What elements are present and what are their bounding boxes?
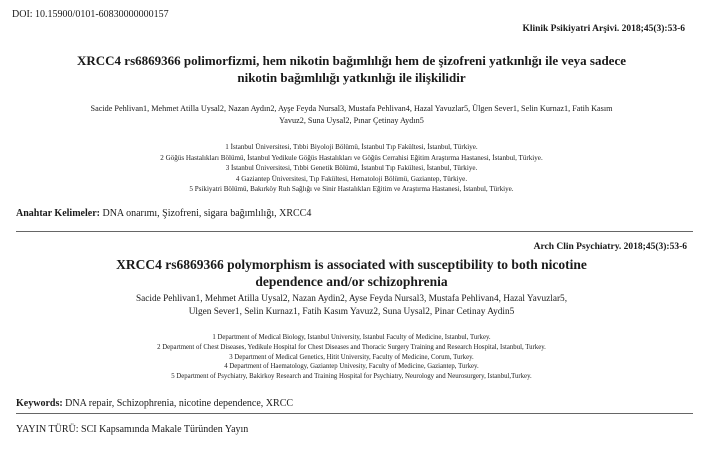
affiliation-item: 2 Department of Chest Diseases, Yedikule Hospital for Chest Diseases and Thoracic Surgery Training and Research Hospital, Istanbul, Turkey. [157, 343, 546, 351]
section-divider [16, 231, 693, 232]
authors-turkish [40, 103, 663, 126]
keywords-turkish [16, 208, 311, 219]
authors-turkish-line1: Sacide Pehlivan1, Mehmet Atilla Uysal2, Nazan Aydın2, Ayşe Feyda Nursal3, Mustafa Pehlivan4, Hazal Yavuzlar5, Ülgen Sever1, Selin Kurnaz1, Fatih Kasım [90, 104, 613, 113]
affiliation-item: 2 Göğüs Hastalıkları Bölümü, İstanbul Yedikule Göğüs Hastalıkları ve Göğüs Cerrahisi Eğitim Araştırma Hastanesi, İstanbul, Türkiye. [160, 153, 543, 162]
affiliation-item: 3 İstanbul Üniversitesi, Tıbbi Genetik Bölümü, İstanbul Tıp Fakültesi, İstanbul, Türkiye. [225, 164, 478, 172]
keywords-turkish-label: Anahtar Kelimeler: [16, 208, 100, 219]
keywords-english-values: DNA repair, Schizophrenia, nicotine dependence, XRCC [62, 398, 294, 409]
keywords-english-label: Keywords: [16, 398, 63, 409]
journal-citation-tr: Klinik Psikiyatri Arşivi. 2018;45(3):53-6 [522, 24, 685, 34]
journal-citation-en: Arch Clin Psychiatry. 2018;45(3):53-6 [533, 242, 687, 252]
affiliation-item: 1 Department of Medical Biology, Istanbul University, Istanbul Faculty of Medicine, Istanbul, Turkey. [212, 334, 491, 341]
section-divider [16, 413, 693, 414]
publication-type: YAYIN TÜRÜ: SCI Kapsamında Makale Türünden Yayın [16, 424, 249, 435]
title-english [30, 256, 673, 290]
affiliation-item: 1 İstanbul Üniversitesi, Tıbbi Biyoloji Bölümü, İstanbul Tıp Fakültesi, İstanbul, Türkiye. [225, 143, 478, 151]
affiliation-item: 3 Department of Medical Genetics, Hitit University, Faculty of Medicine, Corum, Turkey. [229, 353, 474, 361]
authors-english-line2: Ulgen Sever1, Selin Kurnaz1, Fatih Kasım Yavuz2, Suna Uysal2, Pinar Cetinay Aydin5 [188, 307, 515, 317]
doi-text: DOI: 10.15900/0101-60830000000157 [12, 9, 169, 20]
affiliation-item: 4 Gaziantep Üniversitesi, Tıp Fakültesi, Hematoloji Bölümü, Gaziantep, Türkiye. [235, 174, 468, 183]
title-turkish [30, 52, 673, 86]
affiliation-item: 5 Psikiyatri Bölümü, Bakırköy Ruh Sağlığı ve Sinir Hastalıkları Eğitim ve Araştırma Hastanesi, İstanbul, Türkiye. [189, 185, 514, 193]
title-english-line1: XRCC4 rs6869366 polymorphism is associated with susceptibility to both nicotine [116, 257, 587, 272]
authors-turkish-line2: Yavuz2, Suna Uysal2, Pınar Çetinay Aydın5 [279, 115, 424, 125]
affiliations-english [40, 333, 663, 382]
title-turkish-line2: nikotin bağımlılığı yatkınlığı ile ilişkilidir [237, 70, 466, 85]
title-english-line2: dependence and/or schizophrenia [255, 274, 448, 289]
keywords-english [16, 398, 293, 409]
affiliation-item: 4 Department of Haematology, Gaziantep Univesity, Faculty of Medicine, Gaziantep, Turkey. [224, 363, 479, 371]
authors-english-line1: Sacide Pehlivan1, Mehmet Atilla Uysal2, Nazan Aydin2, Ayse Feyda Nursal3, Mustafa Pehlivan4, Hazal Yavuzlar5, [135, 294, 568, 304]
title-turkish-line1: XRCC4 rs6869366 polimorfizmi, hem nikotin bağımlılığı hem de şizofreni yatkınlığı ile veya sadece [77, 53, 626, 68]
affiliation-item: 5 Department of Psychiatry, Bakirkoy Research and Training Hospital for Psychiatry, Neurology and Neurosurgery, Istanbul,Turkey. [171, 373, 532, 381]
affiliations-turkish [40, 142, 663, 195]
authors-english [40, 293, 663, 319]
keywords-turkish-values: DNA onarımı, Şizofreni, sigara bağımlılığı, XRCC4 [99, 208, 312, 219]
